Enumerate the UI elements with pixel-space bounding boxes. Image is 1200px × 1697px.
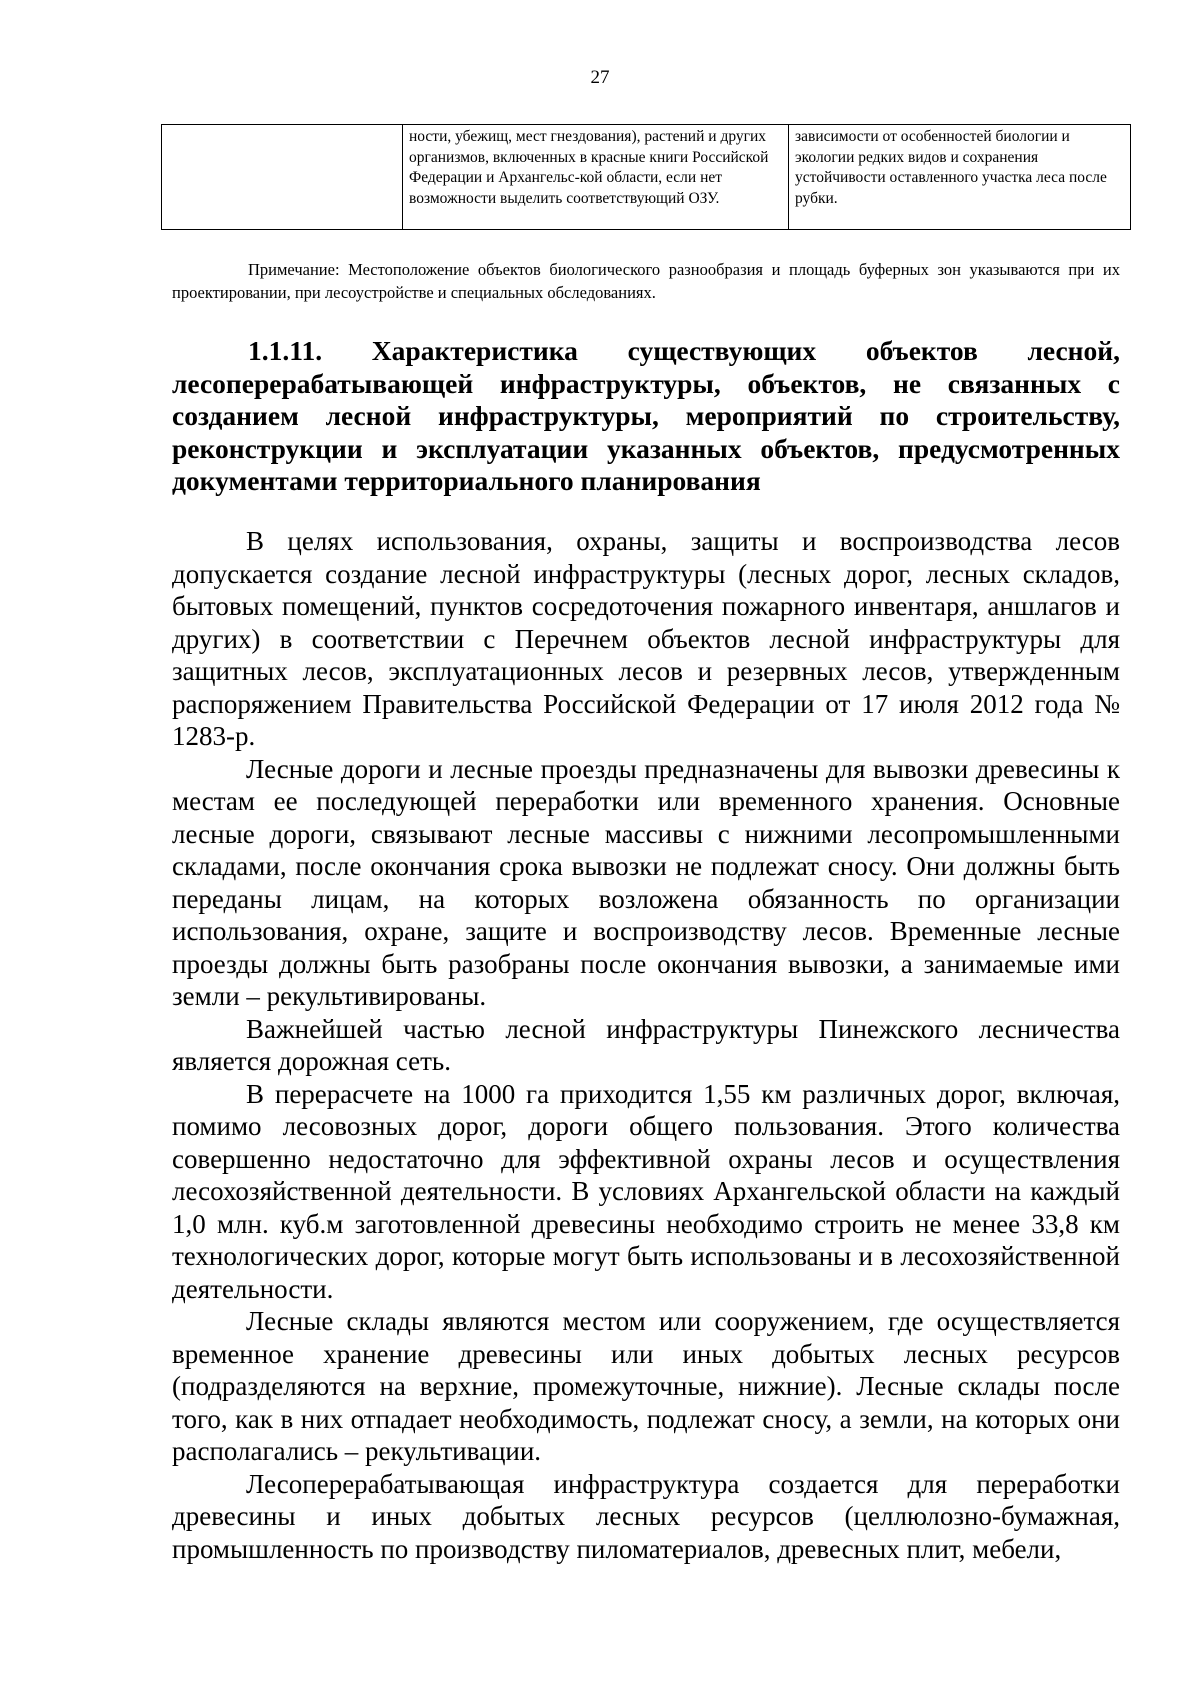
continuation-table	[161, 124, 1131, 230]
table-cell-conditions: зависимости от особенностей биологии и экологии редких видов и сохранения устойчивости оставленного участка леса после рубки.	[789, 125, 1131, 230]
paragraph: Лесоперерабатывающая инфраструктура создается для переработки древесины и иных добытых лесных ресурсов (целлюлозно-бумажная, промышленность по производству пиломатериалов, древесных плит, мебели,	[172, 1468, 1120, 1564]
paragraph: Лесные склады являются местом или сооружением, где осуществляется временное хранение древесины или иных добытых лесных ресурсов (подразделяются на верхние, промежуточные, нижние). Лесные склады после того, как в них отпадает необходимость, подлежат сносу, а земли, на которых они располагались – рекультивации.	[172, 1306, 1120, 1466]
paragraph: Лесные дороги и лесные проезды предназначены для вывозки древесины к местам ее последующей переработки или временного хранения. Основные лесные дороги, связывают лесные массивы с нижними лесопромышленными складами, после окончания срока вывозки не подлежат сносу. Они должны быть переданы лицам, на которых возложена обязанность по организации использования, охране, защите и воспроизводству лесов. Временные лесные проезды должны быть разобраны после окончания вывозки, а занимаемые ими земли – рекультивированы.	[172, 753, 1120, 1011]
paragraph: В перерасчете на 1000 га приходится 1,55 км различных дорог, включая, помимо лесовозных дорог, дороги общего пользования. Этого количества совершенно недостаточно для эффективной охраны лесов и осуществления лесохозяйственной деятельности. В условиях Архангельской области на каждый 1,0 млн. куб.м заготовленной древесины необходимо строить не менее 33,8 км технологических дорог, которые могут быть использованы и в лесохозяйственной деятельности.	[172, 1078, 1120, 1304]
note-paragraph: Примечание: Местоположение объектов биологического разнообразия и площадь буферных зон указываются при их проектировании, при лесоустройстве и специальных обследованиях.	[172, 260, 1120, 302]
page-number: 27	[590, 67, 610, 88]
paragraph: Важнейшей частью лесной инфраструктуры Пинежского лесничества является дорожная сеть.	[172, 1013, 1120, 1076]
table-row	[162, 125, 1131, 230]
section-heading: 1.1.11. Характеристика существующих объектов лесной, лесоперерабатывающей инфраструктуры, объектов, не связанных с созданием лесной инфраструктуры, мероприятий по строительству, реконструкции и эксплуатации указанных объектов, предусмотренных документами территориального планирования	[172, 335, 1120, 496]
table-cell-objects: ности, убежищ, мест гнездования), растений и других организмов, включенных в красные книги Российской Федерации и Архангельс-кой области, если нет возможности выделить соответствующий ОЗУ.	[403, 125, 789, 230]
table-cell-empty	[162, 125, 403, 230]
paragraph: В целях использования, охраны, защиты и воспроизводства лесов допускается создание лесной инфраструктуры (лесных дорог, лесных складов, бытовых помещений, пунктов сосредоточения пожарного инвентаря, аншлагов и других) в соответствии с Перечнем объектов лесной инфраструктуры для защитных лесов, эксплуатационных лесов и резервных лесов, утвержденным распоряжением Правительства Российской Федерации от 17 июля 2012 года № 1283-р.	[172, 526, 1120, 751]
body-text	[172, 525, 1120, 1565]
